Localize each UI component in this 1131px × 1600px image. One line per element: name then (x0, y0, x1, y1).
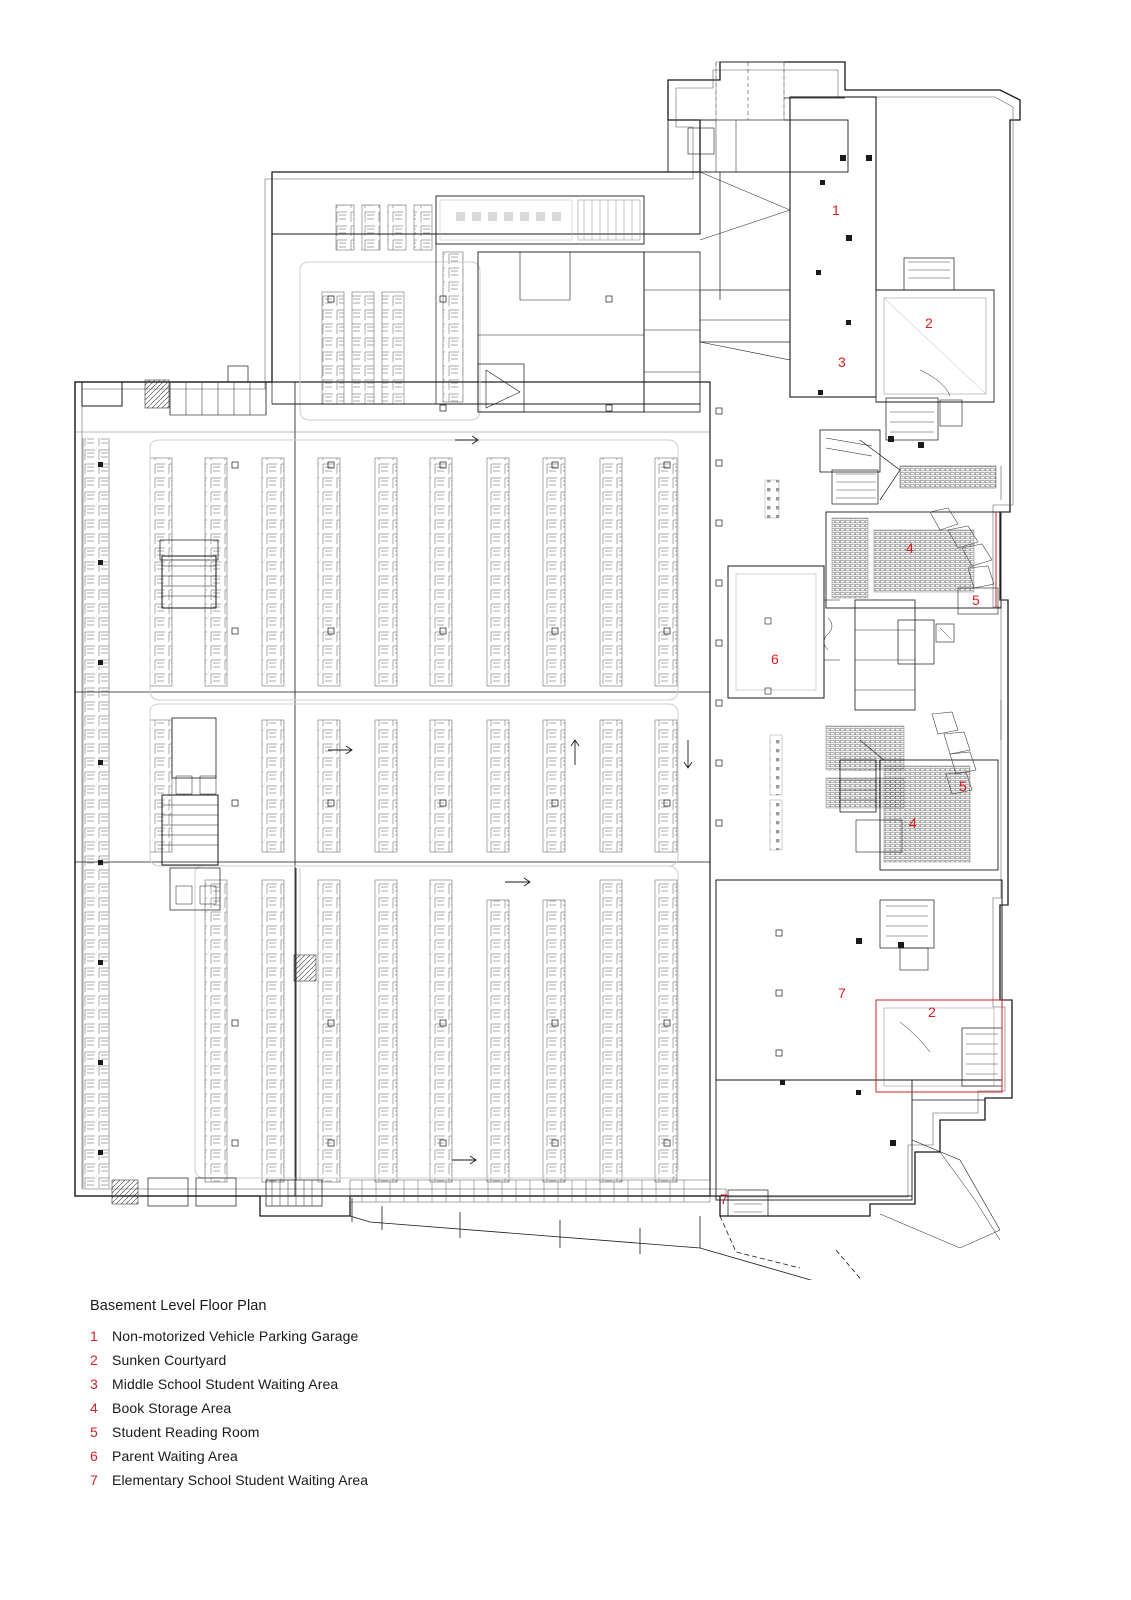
plan-marker-7-south: 7 (720, 1191, 728, 1207)
legend-label: Sunken Courtyard (112, 1352, 227, 1368)
plan-marker-5-north: 5 (972, 592, 980, 608)
plan-marker-1: 1 (832, 202, 840, 218)
plan-title: Basement Level Floor Plan (90, 1298, 267, 1314)
legend (90, 1298, 690, 1496)
legend-number: 2 (90, 1352, 98, 1368)
plan-marker-4-south: 4 (909, 815, 917, 831)
legend-item-6 (90, 1448, 690, 1464)
legend-label: Student Reading Room (112, 1424, 260, 1440)
legend-label: Elementary School Student Waiting Area (112, 1472, 369, 1488)
plan-marker-3: 3 (838, 354, 846, 370)
plan-marker-2-north: 2 (925, 315, 933, 331)
legend-item-1 (90, 1328, 690, 1344)
legend-number: 4 (90, 1400, 98, 1416)
legend-item-5 (90, 1424, 690, 1440)
plan-marker-4-north: 4 (906, 540, 914, 556)
legend-number: 1 (90, 1328, 98, 1344)
legend-number: 7 (90, 1472, 98, 1488)
legend-item-7 (90, 1472, 690, 1488)
plan-marker-5-south: 5 (959, 778, 967, 794)
legend-item-4 (90, 1400, 690, 1416)
plan-marker-7-east: 7 (838, 985, 846, 1001)
legend-number: 3 (90, 1376, 98, 1392)
plan-marker-6: 6 (771, 651, 779, 667)
legend-label: Non-motorized Vehicle Parking Garage (112, 1328, 359, 1344)
legend-number: 6 (90, 1448, 98, 1464)
legend-label: Parent Waiting Area (112, 1448, 238, 1464)
legend-item-2 (90, 1352, 690, 1368)
legend-label: Book Storage Area (112, 1400, 232, 1416)
plan-marker-2-south: 2 (928, 1004, 936, 1020)
legend-number: 5 (90, 1424, 98, 1440)
legend-item-3 (90, 1376, 690, 1392)
legend-label: Middle School Student Waiting Area (112, 1376, 339, 1392)
